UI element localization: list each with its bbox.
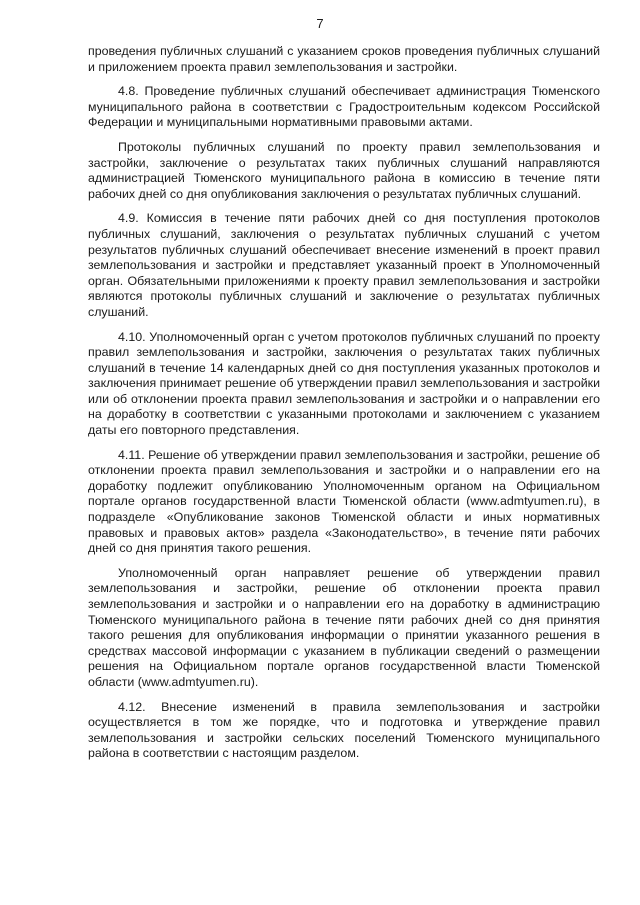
paragraph-8: 4.12. Внесение изменений в правила землепользования и застройки осуществляется в том же порядке, что и подготовка и утверждение правил землепользования и застройки сельских поселений Тюменского муниципального района в соответствии с настоящим разделом. bbox=[88, 699, 600, 761]
paragraph-5: 4.10. Уполномоченный орган с учетом протоколов публичных слушаний по проекту правил землепользования и застройки, заключения о результатах таких публичных слушаний в течение 14 календарных дней со дня поступления указанных протоколов и заключения принимает решение об утверждении правил землепользования и застройки или об отклонении проекта правил землепользования и застройки и о направлении его на доработку в соответствии с указанными протоколами и заключением с указанием даты его повторного представления. bbox=[88, 329, 601, 438]
paragraph-3: Протоколы публичных слушаний по проекту правил землепользования и застройки, заключение о результатах таких публичных слушаний направляются администрацией Тюменского муниципального района в комиссию в течение пяти рабочих дней со дня опубликования заключения о результатах публичных слушаний. bbox=[88, 139, 600, 201]
paragraph-2: 4.8. Проведение публичных слушаний обеспечивает администрация Тюменского муниципального района в соответствии с Градостроительным кодексом Российской Федерации и муниципальными нормативными правовыми актами. bbox=[88, 84, 600, 130]
page-number: 7 bbox=[316, 16, 324, 31]
document-body bbox=[88, 44, 600, 771]
paragraph-6: 4.11. Решение об утверждении правил землепользования и застройки, решение об отклонении проекта правил землепользования и застройки и о направлении его на доработку подлежит опубликованию Уполномоченным органом на Официальном портале органов государственной власти Тюменской области (www.admtyumen.ru), в подразделе «Опубликование законов Тюменской области и иных нормативных правовых и правовых актов» раздела «Законодательство», в течение пяти рабочих дней со дня принятия такого решения. bbox=[88, 447, 600, 556]
paragraph-4: 4.9. Комиссия в течение пяти рабочих дней со дня поступления протоколов публичных слушаний, заключения о результатах публичных слушаний с учетом результатов публичных слушаний обеспечивает внесение изменений в проект правил землепользования и застройки и представляет указанный проект в Уполномоченный орган. Обязательными приложениями к проекту правил землепользования и застройки являются протоколы публичных слушаний и заключение о результатах публичных слушаний. bbox=[88, 211, 600, 319]
paragraph-7: Уполномоченный орган направляет решение об утверждении правил землепользования и застройки, решение об отклонении проекта правил землепользования и застройки и о направлении его на доработку в администрацию Тюменского муниципального района в течение пяти рабочих дней со дня принятия такого решения для опубликования информации о принятии указанного решения в средствах массовой информации с указанием в публикации сведений о размещении решения на Официальном портале органов государственной власти Тюменской области (www.admtyumen.ru). bbox=[88, 565, 600, 689]
paragraph-1: проведения публичных слушаний с указанием сроков проведения публичных слушаний и приложением проекта правил землепользования и застройки. bbox=[88, 44, 600, 74]
